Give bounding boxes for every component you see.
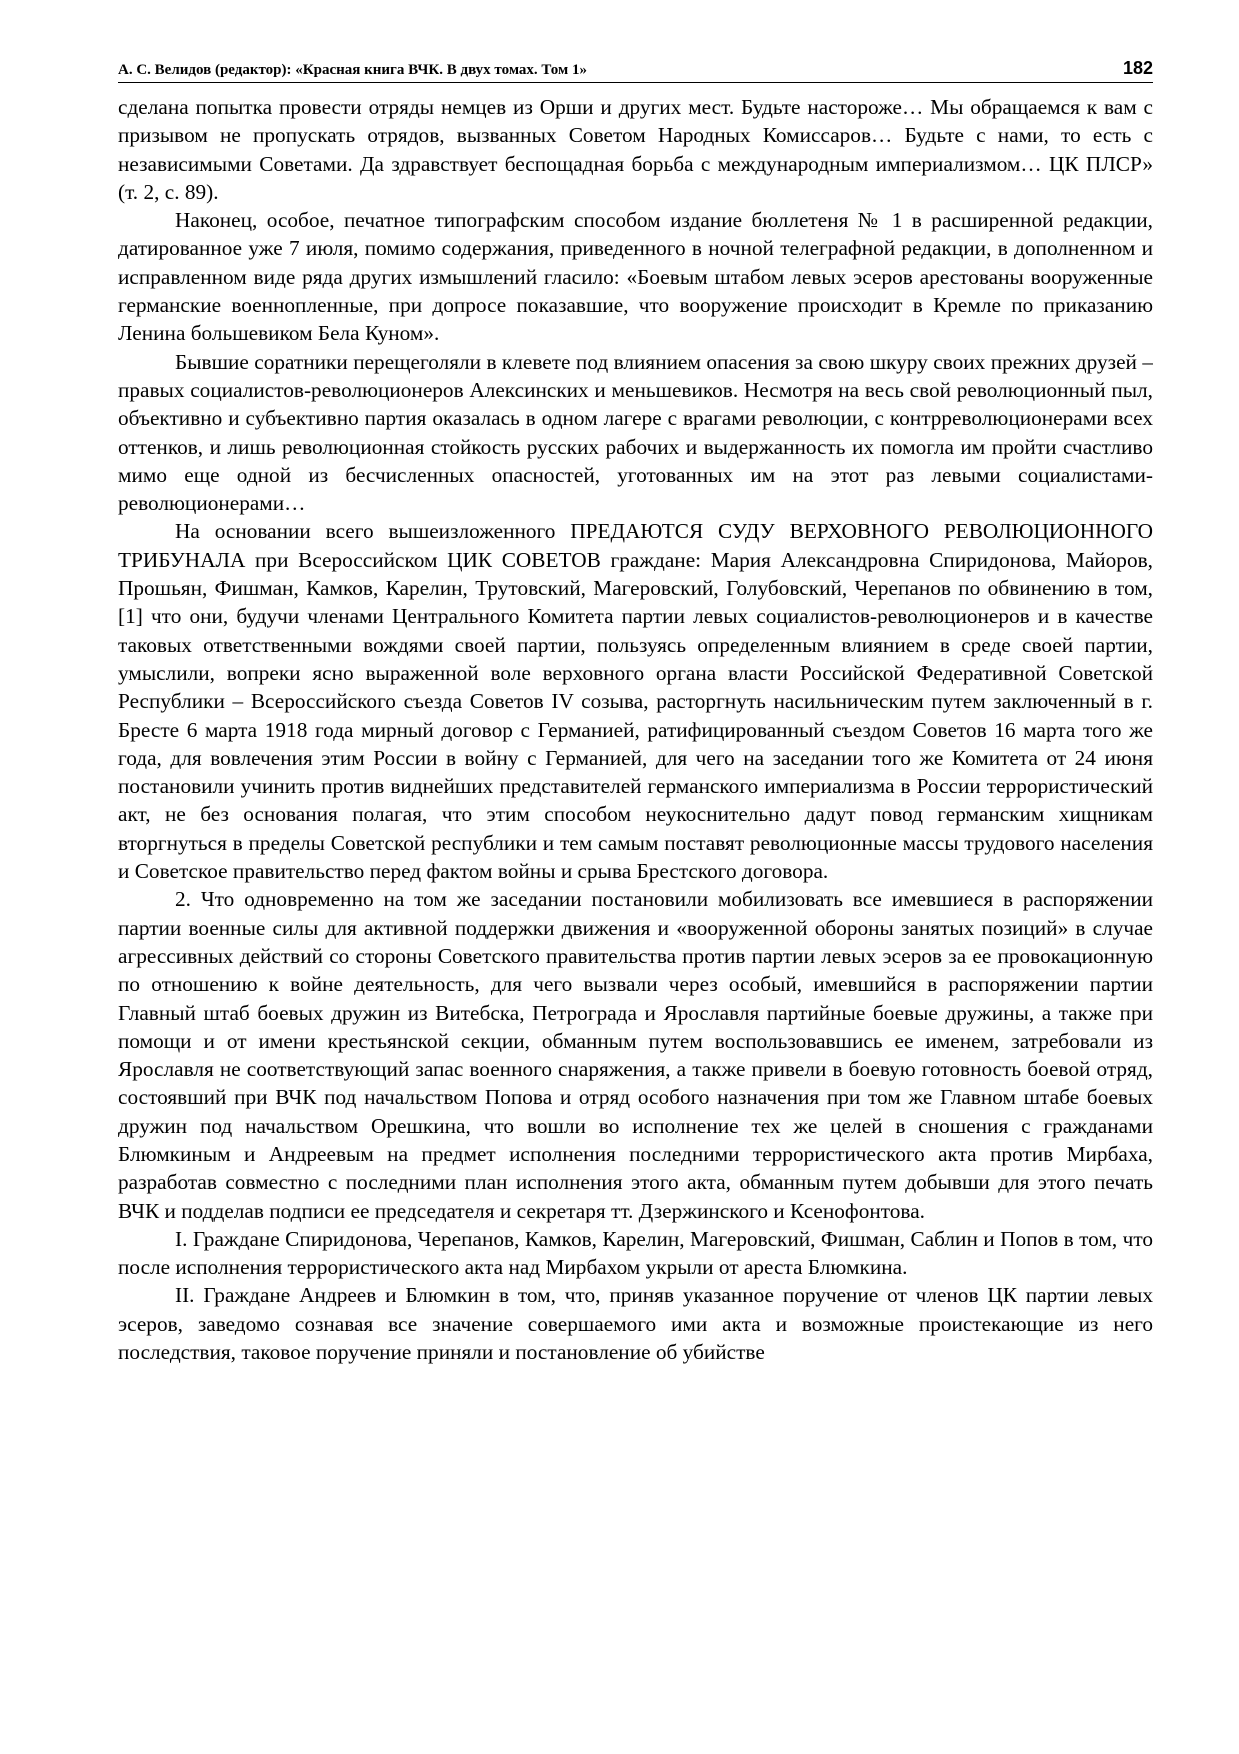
- paragraph: Наконец, особое, печатное типографским способом издание бюллетеня № 1 в расширенной редакции, датированное уже 7 июля, помимо содержания, приведенного в ночной телеграфной редакции, в дополненном и исправленном виде ряда других измышлений гласило: «Боевым штабом левых эсеров арестованы вооруженные германские военнопленные, при допросе показавшие, что вооружение происходит в Кремле по приказанию Ленина большевиком Бела Куном».: [118, 208, 1153, 346]
- paragraph: Бывшие соратники перещеголяли в клевете под влиянием опасения за свою шкуру своих прежних друзей – правых социалистов-революционеров Алексинских и меньшевиков. Несмотря на весь свой революционный пыл, объективно и субъективно партия оказалась в одном лагере с врагами революции, с контрреволюционерами всех оттенков, и лишь революционная стойкость русских рабочих и выдержанность их помогла им пройти счастливо мимо еще одной из бесчисленных опасностей, уготованных им на этот раз левыми социалистами-революционерами…: [118, 349, 1153, 516]
- running-header: [118, 52, 1153, 83]
- paragraph: I. Граждане Спиридонова, Черепанов, Камков, Карелин, Магеровский, Фишман, Саблин и Попов в том, что после исполнения террористического акта над Мирбахом укрыли от ареста Блюмкина.: [118, 1226, 1153, 1280]
- document-body: [118, 93, 1153, 1366]
- paragraph: сделана попытка провести отряды немцев из Орши и других мест. Будьте настороже… Мы обращаемся к вам с призывом не пропускать отрядов, вызванных Советом Народных Комиссаров… Будьте с нами, то есть с независимыми Советами. Да здравствует беспощадная борьба с международным империализмом… ЦК ПЛСР» (т. 2, с. 89).: [118, 95, 1153, 204]
- paragraph: 2. Что одновременно на том же заседании постановили мобилизовать все имевшиеся в распоряжении партии военные силы для активной поддержки движения и «вооруженной обороны занятых позиций» в случае агрессивных действий со стороны Советского правительства против партии левых эсеров за ее провокационную по отношению к войне деятельность, для чего вызвали через особый, имевшийся в распоряжении партии Главный штаб боевых дружин из Витебска, Петрограда и Ярославля партийные боевые дружины, а также при помощи и от имени крестьянской секции, обманным путем воспользовавшись ее именем, затребовали из Ярославля не соответствующий запас военного снаряжения, а также привели в боевую готовность боевой отряд, состоявший при ВЧК под начальством Попова и отряд особого назначения при том же Главном штабе боевых дружин под начальством Орешкина, что вошли во исполнение тех же целей в сношения с гражданами Блюмкиным и Андреевым на предмет исполнения последними террористического акта против Мирбаха, разработав совместно с последними план исполнения этого акта, обманным путем добывши для этого печать ВЧК и подделав подписи ее председателя и секретаря тт. Дзержинского и Ксенофонтова.: [118, 887, 1153, 1223]
- header-title: А. С. Велидов (редактор): «Красная книга ВЧК. В двух томах. Том 1»: [118, 62, 587, 78]
- paragraph: II. Граждане Андреев и Блюмкин в том, что, приняв указанное поручение от членов ЦК партии левых эсеров, заведомо сознавая все значение совершаемого ими акта и возможные проистекающие из него последствия, таковое поручение приняли и постановление об убийстве: [118, 1283, 1153, 1365]
- page-number: 182: [1122, 58, 1153, 78]
- document-page: [118, 52, 1153, 1732]
- paragraph: На основании всего вышеизложенного ПРЕДАЮТСЯ СУДУ ВЕРХОВНОГО РЕВОЛЮЦИОННОГО ТРИБУНАЛА при Всероссийском ЦИК СОВЕТОВ граждане: Мария Александровна Спиридонова, Майоров, Прошьян, Фишман, Камков, Карелин, Трутовский, Магеровский, Голубовский, Черепанов по обвинению в том, [1] что они, будучи членами Центрального Комитета партии левых социалистов-революционеров и в качестве таковых ответственными вождями своей партии, пользуясь определенным влиянием в среде своей партии, умыслили, вопреки ясно выраженной воле верховного органа власти Российской Федеративной Советской Республики – Всероссийского съезда Советов IV созыва, расторгнуть насильническим путем заключенный в г. Бресте 6 марта 1918 года мирный договор с Германией, ратифицированный съездом Советов 16 марта того же года, для вовлечения этим России в войну с Германией, для чего на заседании того же Комитета от 24 июня постановили учинить против виднейших представителей германского империализма в России террористический акт, не без основания полагая, что этим способом неукоснительно дадут повод германским хищникам вторгнуться в пределы Советской республики и тем самым поставят революционные массы трудового населения и Советское правительство перед фактом войны и срыва Брестского договора.: [118, 519, 1153, 884]
